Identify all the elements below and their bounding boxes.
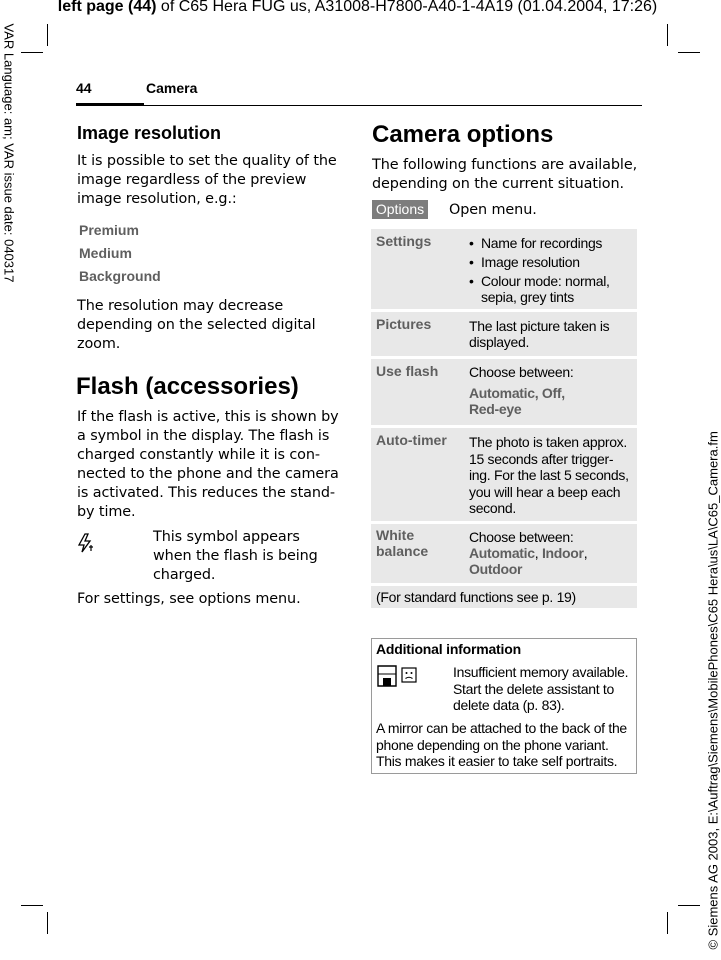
image-resolution-text	[77, 152, 347, 209]
text-line: second.	[469, 500, 516, 516]
print-header-prefix: left page (44)	[57, 0, 157, 15]
text-line: White	[376, 527, 415, 543]
flash-options: Automatic, Off,	[469, 385, 565, 401]
option-outdoor: Outdoor	[469, 561, 523, 577]
side-text-left: VAR Language: am; VAR issue date: 040317	[1, 23, 17, 283]
memory-card-icon	[377, 665, 397, 687]
flash-charging-icon	[77, 533, 95, 553]
flash-options: Red-eye	[469, 401, 522, 417]
row-value	[469, 529, 633, 577]
option-background: Background	[79, 268, 161, 284]
option-automatic: Automatic	[469, 545, 535, 561]
text-line: you will hear a beep each	[469, 483, 621, 500]
memory-full-icon	[401, 667, 417, 683]
additional-info-title: Additional information	[376, 641, 521, 657]
table-footer	[371, 586, 637, 608]
text-line: delete data (p. 83).	[453, 697, 565, 713]
image-resolution-heading: Image resolution	[77, 123, 222, 143]
text-line: A mirror can be attached to the back of the	[376, 720, 627, 736]
option-indoor: Indoor	[541, 545, 584, 561]
text-line: balance	[376, 543, 429, 559]
softkey-description: Open menu.	[449, 202, 537, 218]
flash-heading: Flash (accessories)	[76, 373, 299, 400]
running-head-rule-thick	[76, 103, 144, 106]
row-label: Settings	[376, 233, 432, 249]
page-number: 44	[76, 80, 92, 96]
text-line: If the flash is active, this is shown by	[77, 409, 339, 425]
row-label: Use flash	[376, 363, 439, 379]
row-value	[469, 434, 633, 517]
text-line: image resolution, e.g.:	[77, 191, 237, 207]
resolution-options	[79, 219, 161, 288]
text-line: Start the delete assistant to	[453, 680, 614, 697]
text-line: The photo is taken approx.	[469, 434, 627, 450]
chapter-title: Camera	[146, 80, 198, 96]
text-line: when the flash is being	[153, 548, 318, 564]
mirror-text	[376, 720, 638, 770]
memory-text	[453, 664, 637, 714]
option-medium: Medium	[79, 245, 132, 261]
table-footer-text: (For standard functions see p. 19)	[376, 589, 576, 605]
option-premium: Premium	[79, 222, 139, 238]
text-line: Insufficient memory available.	[453, 664, 629, 680]
flash-text	[77, 408, 352, 522]
text-line: 15 seconds after trigger-	[469, 450, 614, 467]
crop-mark	[21, 905, 43, 906]
text-line: Choose between:	[469, 364, 574, 380]
camera-options-heading: Camera options	[372, 121, 554, 148]
table-row-auto-timer	[371, 428, 637, 521]
text-line: nected to the phone and the camera	[77, 466, 339, 482]
table-row-use-flash	[371, 359, 637, 425]
text-line: This symbol appears	[153, 529, 300, 545]
text-line: a symbol in the display. The flash is	[77, 428, 330, 444]
row-value	[469, 318, 633, 350]
crop-mark	[678, 905, 700, 906]
resolution-note	[77, 297, 347, 354]
separator: ,	[583, 545, 588, 561]
text-line: depending on the current situation.	[372, 176, 624, 192]
text-line: displayed.	[469, 334, 530, 350]
print-header-rest: of C65 Hera FUG us, A31008-H7800-A40-1-4A19 (01.04.2004, 17:26)	[156, 0, 658, 15]
list-item: • Image resolution	[469, 254, 633, 270]
running-head-rule	[76, 105, 642, 106]
text-line: It is possible to set the quality of the	[77, 153, 337, 169]
camera-options-intro	[372, 156, 642, 194]
table-row-pictures	[371, 312, 637, 356]
row-value	[469, 235, 633, 308]
text-line: zoom.	[77, 336, 121, 352]
list-item: • Colour mode: normal, sepia, grey tints	[469, 273, 633, 305]
crop-mark	[667, 912, 668, 934]
additional-info-box	[371, 638, 637, 774]
list-item: • Name for recordings	[469, 235, 633, 251]
table-row-white-balance	[371, 524, 637, 583]
flash-settings-note: For settings, see options menu.	[77, 591, 301, 607]
text-line: Choose between:	[469, 529, 574, 545]
side-text-right: © Siemens AG 2003, E:\Auftrag\Siemens\MobilePhones\C65 Hera\us\LA\C65_Camera.fm	[705, 431, 721, 950]
text-line: charged constantly while it is con-	[77, 447, 320, 463]
options-softkey: Options	[372, 200, 428, 219]
flash-symbol-text	[153, 528, 343, 585]
text-line: The last picture taken is	[469, 318, 610, 334]
text-line: phone depending on the phone variant.	[376, 736, 609, 753]
crop-mark	[21, 52, 43, 53]
text-line: The resolution may decrease	[77, 298, 284, 314]
crop-mark	[678, 52, 700, 53]
text-line: charged.	[153, 567, 216, 583]
table-row-settings	[371, 229, 637, 309]
row-label	[376, 527, 428, 559]
crop-mark	[667, 24, 668, 46]
crop-mark	[47, 912, 48, 934]
row-label: Pictures	[376, 316, 432, 332]
crop-mark	[47, 24, 48, 46]
text-line: The following functions are available,	[372, 157, 638, 173]
separator: ,	[534, 545, 542, 561]
text-line: ing. For the last 5 seconds,	[469, 467, 629, 483]
wb-options-line	[469, 545, 633, 561]
row-value	[469, 364, 633, 417]
text-line: by time.	[77, 504, 136, 520]
text-line: is activated. This reduces the stand-	[77, 485, 335, 501]
row-label: Auto-timer	[376, 432, 447, 448]
print-header	[0, 0, 715, 16]
text-line: This makes it easier to take self portraits.	[376, 753, 618, 769]
text-line: image regardless of the preview	[77, 172, 307, 188]
text-line: depending on the selected digital	[77, 317, 316, 333]
